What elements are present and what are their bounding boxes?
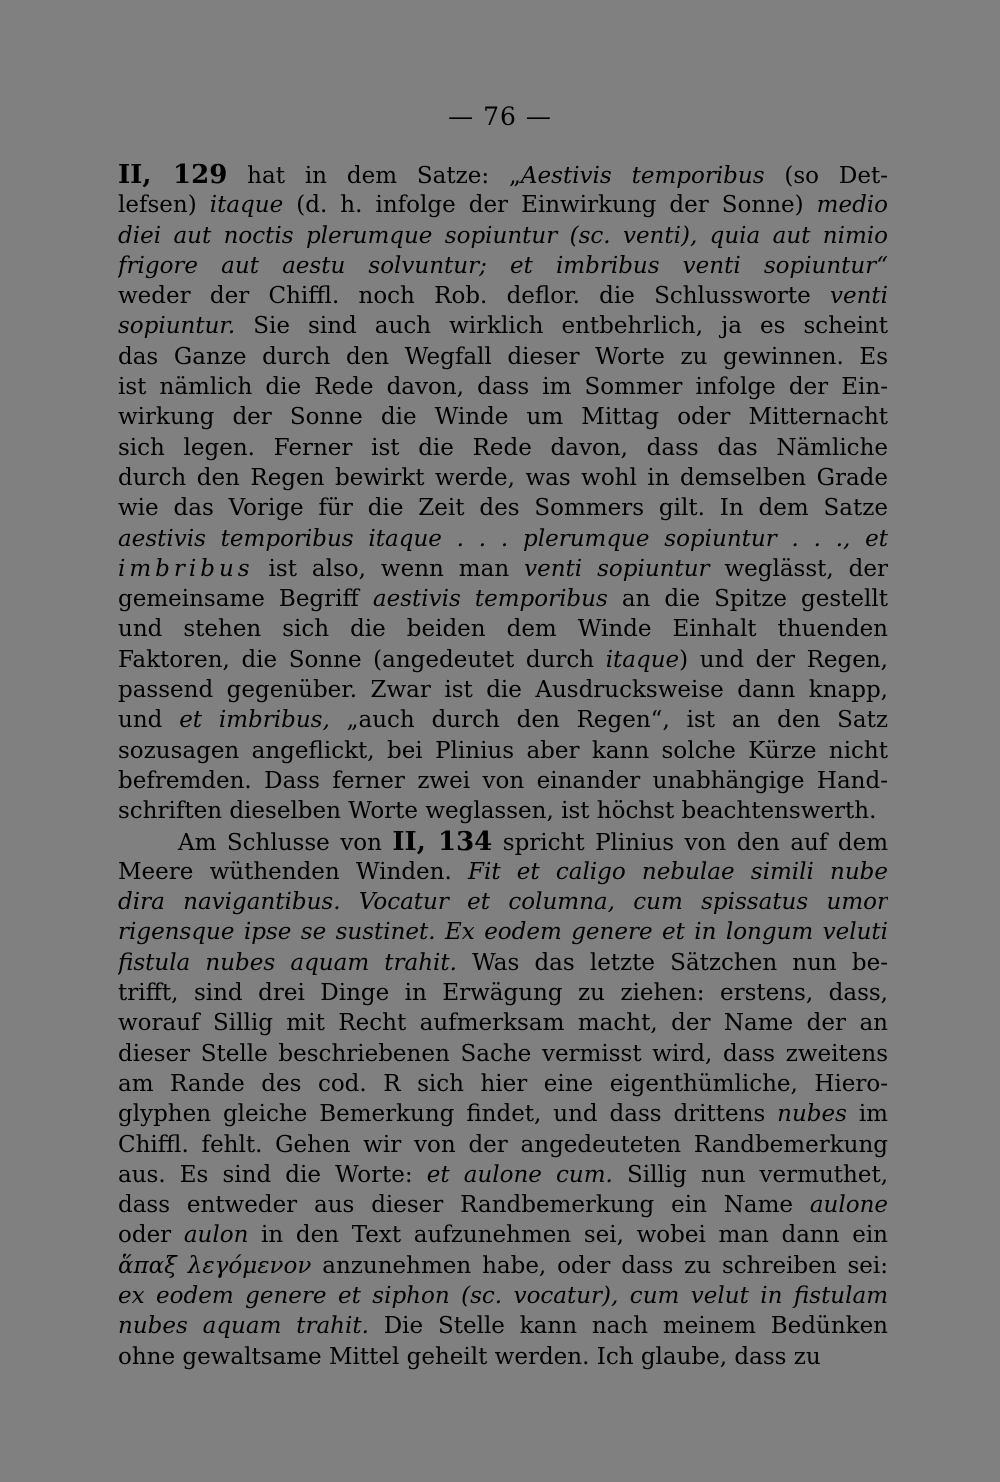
- latin-quote: et aulone cum.: [426, 1161, 613, 1188]
- latin-quote: venti sopiuntur: [524, 555, 710, 582]
- text-line: [118, 887, 888, 917]
- latin-quote: diei aut noctis plerumque sopiuntur (sc. venti), quia aut nimio: [118, 222, 888, 249]
- text-segment: Meere wüthenden Winden.: [118, 858, 469, 885]
- latin-quote: nubes aquam trahit.: [118, 1313, 369, 1340]
- text-segment: ohne gewaltsame Mittel geheilt werden. Ich glaube, dass zu: [118, 1343, 821, 1370]
- latin-quote: sopiuntur.: [118, 313, 236, 340]
- latin-quote: itaque: [209, 192, 284, 219]
- text-segment: dass entweder aus dieser Randbemerkung ein Name: [118, 1192, 810, 1219]
- text-segment: spricht Plinius von den auf dem: [492, 829, 888, 856]
- latin-quote: dira navigantibus. Vocatur et columna, cum spissatus umor: [118, 889, 888, 916]
- text-line: [118, 493, 888, 523]
- latin-quote: ex eodem genere et siphon (sc. vocatur), cum velut in fistulam: [118, 1282, 888, 1309]
- text-segment: das Ganze durch den Wegfall dieser Worte zu gewinnen. Es: [118, 343, 888, 370]
- text-segment: ist nämlich die Rede davon, dass im Sommer infolge der Ein-: [118, 374, 888, 401]
- text-line: [118, 160, 888, 190]
- latin-quote: aestivis temporibus itaque . . . plerumque sopiuntur . . ., et: [118, 525, 888, 552]
- text-segment: Sillig nun vermuthet,: [612, 1161, 888, 1188]
- text-segment: am Rande des cod. R sich hier eine eigenthümliche, Hiero-: [118, 1070, 888, 1097]
- text-line: [118, 978, 888, 1008]
- text-line: [118, 372, 888, 402]
- latin-quote: medio: [816, 192, 888, 219]
- text-segment: durch den Regen bewirkt werde, was wohl in demselben Grade: [118, 464, 888, 491]
- text-line: [118, 342, 888, 372]
- text-line: [118, 463, 888, 493]
- text-segment: weglässt, der: [709, 555, 888, 582]
- text-segment: Chiffl. fehlt. Gehen wir von der angedeuteten Randbemerkung: [118, 1131, 888, 1158]
- latin-quote: itaque: [605, 646, 680, 673]
- text-segment: weder der Chiffl. noch Rob. deflor. die Schlussworte: [118, 283, 830, 310]
- text-line: [118, 827, 888, 857]
- text-line: [118, 705, 888, 735]
- text-segment: (d. h. infolge der Einwirkung der Sonne): [283, 192, 817, 219]
- text-line: [118, 1281, 888, 1311]
- text-segment: dieser Stelle beschriebenen Sache vermisst wird, dass zweitens: [118, 1040, 888, 1067]
- text-line: [118, 221, 888, 251]
- text-line: [118, 1130, 888, 1160]
- text-segment: glyphen gleiche Bemerkung findet, und dass drittens: [118, 1101, 778, 1128]
- latin-quote: aulone: [809, 1192, 888, 1219]
- text-segment: wirkung der Sonne die Winde um Mittag oder Mitternacht: [118, 404, 888, 431]
- text-line: [118, 675, 888, 705]
- text-line: [118, 1039, 888, 1069]
- text-segment: Die Stelle kann nach meinem Bedünken: [368, 1313, 888, 1340]
- latin-quote: aestivis temporibus: [372, 586, 608, 613]
- text-line: [118, 1251, 888, 1281]
- text-line: [118, 1190, 888, 1220]
- text-line: [118, 433, 888, 463]
- page-number: — 76 —: [448, 102, 552, 131]
- text-line: [118, 311, 888, 341]
- text-segment: sozusagen angeflickt, bei Plinius aber kann solche Kürze nicht: [118, 737, 888, 764]
- text-line: [118, 402, 888, 432]
- text-line: [118, 736, 888, 766]
- text-line: [118, 1099, 888, 1129]
- text-segment: anzunehmen habe, oder dass zu schreiben sei:: [311, 1252, 888, 1279]
- text-segment: worauf Sillig mit Recht aufmerksam macht, der Name der an: [118, 1010, 888, 1037]
- text-line: [118, 796, 888, 826]
- text-line: [118, 645, 888, 675]
- text-segment: aus. Es sind die Worte:: [118, 1161, 427, 1188]
- text-segment: Am Schlusse von: [178, 829, 393, 856]
- text-line: [118, 554, 888, 584]
- text-line: [118, 766, 888, 796]
- text-segment: Was das letzte Sätzchen nun be-: [456, 949, 888, 976]
- text-segment: ) und der Regen,: [679, 646, 888, 673]
- latin-quote: rigensque ipse se sustinet. Ex eodem genere et in longum veluti: [118, 919, 888, 946]
- text-line: [118, 948, 888, 978]
- latin-quote: et imbribus,: [179, 707, 330, 734]
- text-segment: Sie sind auch wirklich entbehrlich, ja es scheint: [235, 313, 888, 340]
- text-segment: schriften dieselben Worte weglassen, ist höchst beachtenswerth.: [118, 798, 877, 825]
- text-segment: an die Spitze gestellt: [607, 586, 888, 613]
- latin-quote: aulon: [183, 1222, 249, 1249]
- text-line: [118, 1160, 888, 1190]
- text-segment: trifft, sind drei Dinge in Erwägung zu ziehen: erstens, dass,: [118, 980, 888, 1007]
- text-line: [118, 917, 888, 947]
- text-line: [118, 1069, 888, 1099]
- text-segment: ist also, wenn man: [253, 555, 525, 582]
- section-reference: II, 129: [118, 160, 228, 190]
- text-line: [118, 1311, 888, 1341]
- latin-quote: fistula nubes aquam trahit.: [118, 949, 457, 976]
- text-segment: in den Text aufzunehmen sei, wobei man dann ein: [248, 1222, 888, 1249]
- text-segment: oder: [118, 1222, 184, 1249]
- text-line: [118, 251, 888, 281]
- latin-quote: ἅπαξ λεγόμενον: [118, 1252, 312, 1279]
- text-line: [118, 1342, 888, 1372]
- text-line: [118, 614, 888, 644]
- text-segment: befremden. Dass ferner zwei von einander unabhängige Hand-: [118, 767, 888, 794]
- text-line: [118, 190, 888, 220]
- text-segment: und: [118, 707, 180, 734]
- latin-quote: frigore aut aestu solvuntur; et imbribus venti sopiuntur“: [118, 252, 888, 279]
- text-segment: sich legen. Ferner ist die Rede davon, dass das Nämliche: [118, 434, 888, 461]
- text-segment: wie das Vorige für die Zeit des Sommers gilt. In dem Satze: [118, 495, 888, 522]
- text-line: [118, 584, 888, 614]
- text-segment: (so Det-: [764, 163, 888, 189]
- text-line: [118, 524, 888, 554]
- section-reference: II, 134: [392, 826, 493, 857]
- text-line: [118, 281, 888, 311]
- text-segment: lefsen): [118, 192, 210, 219]
- text-line: [118, 1008, 888, 1038]
- text-segment: „auch durch den Regen“, ist an den Satz: [329, 707, 888, 734]
- text-segment: Faktoren, die Sonne (angedeutet durch: [118, 646, 606, 673]
- text-segment: gemeinsame Begriff: [118, 586, 373, 613]
- text-segment: passend gegenüber. Zwar ist die Ausdrucksweise dann knapp,: [118, 677, 888, 704]
- text-segment: und stehen sich die beiden dem Winde Einhalt thuenden: [118, 616, 888, 643]
- text-segment: hat in dem Satze: „: [227, 163, 521, 189]
- emphasized-word: imbribus: [118, 555, 254, 582]
- latin-quote: Aestivis temporibus: [520, 163, 765, 189]
- body-text: [118, 160, 888, 1372]
- text-line: [118, 1220, 888, 1250]
- text-segment: im: [846, 1101, 888, 1128]
- latin-quote: venti: [829, 283, 888, 310]
- latin-quote: nubes: [777, 1101, 847, 1128]
- latin-quote: Fit et caligo nebulae simili nube: [468, 858, 888, 885]
- text-line: [118, 857, 888, 887]
